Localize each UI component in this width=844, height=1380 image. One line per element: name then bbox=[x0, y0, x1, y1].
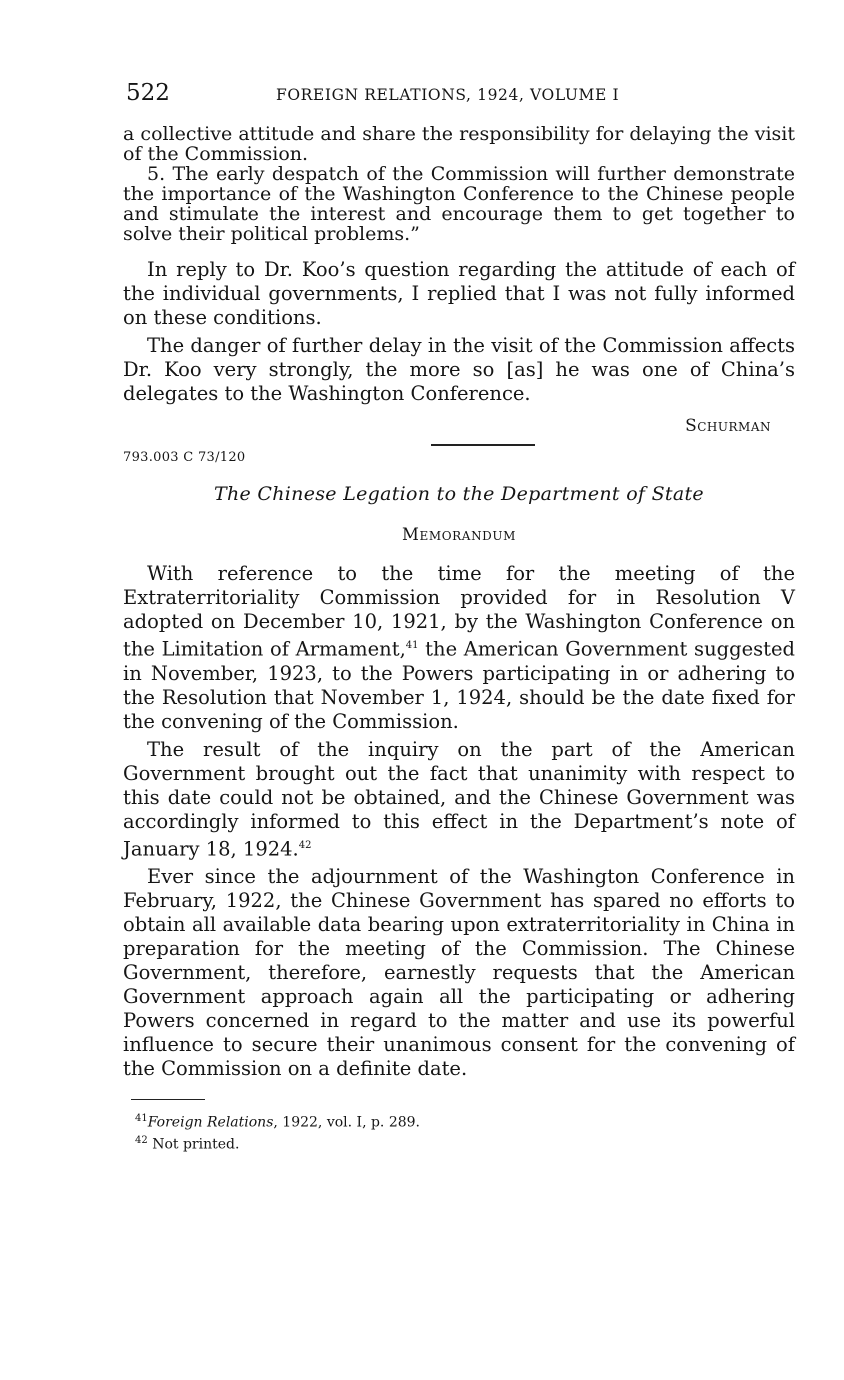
footnote-41: $^{41}$Foreign Relations, 1922, vol. I, p. 289. bbox=[135, 1113, 421, 1131]
footnote-divider bbox=[131, 1099, 205, 1100]
memo-p1-text-a: With reference to the time for the meeting of the Extraterritoriality Commission provided for in Resolution V adopted on December 10, 1921, by the Washington Conference on the Limitation of Armament, bbox=[123, 562, 795, 661]
point-5-paragraph: 5. The early despatch of the Commission will further demonstrate the importance of the Washington Conference to the Chinese people and stimulate the interest and encourage them to get together to solve their political problems.” bbox=[123, 163, 795, 245]
memo-paragraph-3: Ever since the adjournment of the Washington Conference in February, 1922, the Chinese Government has spared no efforts to obtain all available data bearing upon extraterritoriality in China in preparation for the meeting of the Commission. The Chinese Government, therefore, earnestly requests that the American Government approach again all the participating or adhering Powers concerned in regard to the matter and use its powerful influence to secure their unanimous consent for the convening of the Commission on a definite date. bbox=[123, 865, 795, 1080]
page-header bbox=[126, 80, 796, 114]
footnote-42: $^{42}$ Not printed. bbox=[135, 1134, 240, 1153]
danger-paragraph: The danger of further delay in the visit of the Commission affects Dr. Koo very strongly, the more so [as] he was one of China’s delegates to the Washington Conference. bbox=[123, 334, 795, 405]
page-body bbox=[123, 124, 795, 1153]
memo-paragraph-1 bbox=[123, 562, 795, 734]
running-head: FOREIGN RELATIONS, 1924, VOLUME I bbox=[276, 86, 620, 104]
page-number: 522 bbox=[126, 80, 170, 106]
section-divider bbox=[431, 444, 535, 446]
memo-paragraph-2 bbox=[123, 738, 795, 862]
memo-p1-text-b: the American Government suggested in November, 1923, to the Powers participating in or adhering to the Resolution that November 1, 1924, should be the date fixed for the convening of the Commission. bbox=[123, 637, 795, 733]
footnote-ref-42: 42 bbox=[298, 839, 312, 851]
memorandum-label: Memorandum bbox=[401, 525, 516, 544]
footnote-ref-41: 41 bbox=[405, 640, 419, 651]
file-number: 793.003 C 73/120 bbox=[123, 450, 246, 465]
reply-paragraph: In reply to Dr. Koo’s question regarding the attitude of each of the individual governments, I replied that I was not fully informed on these conditions. bbox=[123, 258, 795, 329]
document-heading: The Chinese Legation to the Department of State bbox=[214, 483, 704, 505]
memo-p2-text: The result of the inquiry on the part of the American Government brought out the fact that unanimity with respect to this date could not be obtained, and the Chinese Government was accordingly informed to this effect in the Department’s note of January 18, 1924. bbox=[123, 737, 795, 860]
footnotes bbox=[123, 1110, 795, 1153]
continued-paragraph: a collective attitude and share the responsibility for delaying the visit of the Commission. bbox=[123, 123, 795, 165]
signature: Schurman bbox=[685, 416, 771, 436]
